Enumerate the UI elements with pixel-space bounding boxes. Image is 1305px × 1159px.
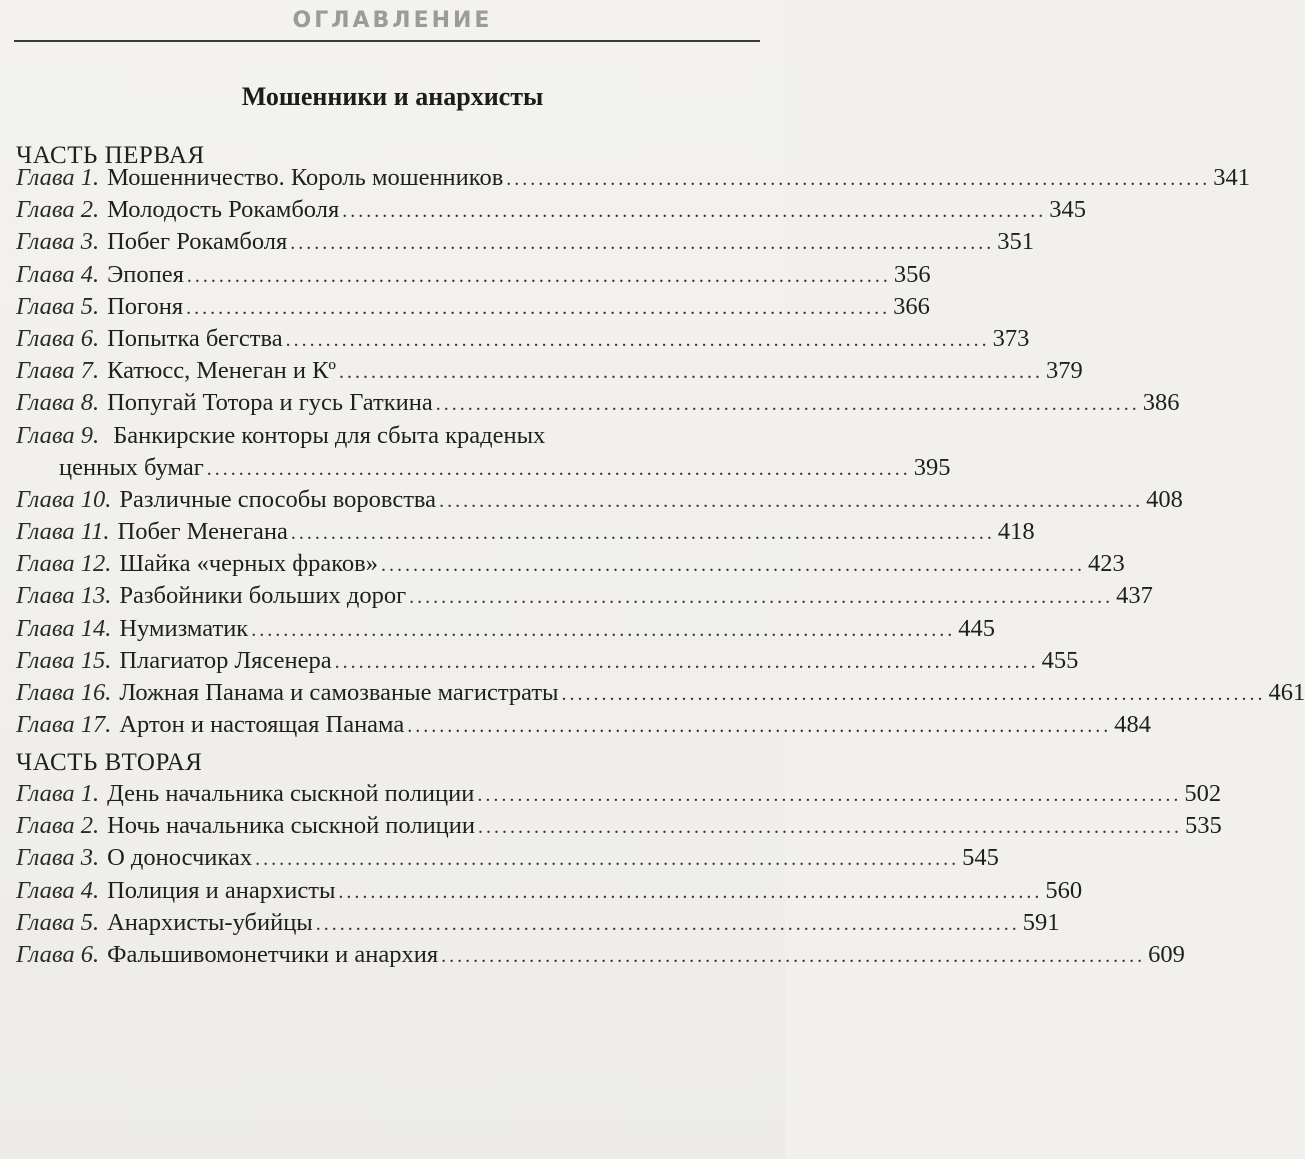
page-number: 609	[1148, 940, 1185, 968]
leader-dots: ........................................................................................	[255, 848, 960, 871]
chapter-title: Ложная Панама и самозваные магистраты	[119, 679, 559, 707]
leader-dots: ........................................................................................	[435, 393, 1140, 416]
leader-dots: ........................................................................................	[315, 912, 1020, 935]
page-number: 341	[1213, 164, 1251, 191]
chapter-label: Глава 4.	[16, 876, 100, 904]
leader-dots: ........................................................................................	[339, 361, 1044, 384]
page-number: 366	[893, 292, 930, 320]
leader-dots: ........................................................................................	[186, 296, 891, 319]
toc-entry	[16, 939, 1185, 971]
chapter-label: Глава 6.	[16, 324, 100, 352]
toc-entry	[16, 842, 999, 874]
page-number: 455	[1041, 646, 1079, 674]
page-number: 502	[1184, 780, 1222, 807]
toc-part-two	[16, 778, 1222, 971]
toc-entry	[16, 355, 1083, 387]
leader-dots: ........................................................................................	[380, 554, 1085, 577]
leader-dots: ........................................................................................	[186, 264, 891, 287]
chapter-label: Глава 1.	[16, 780, 100, 807]
page-number: 386	[1142, 389, 1180, 417]
leader-dots: ........................................................................................	[409, 586, 1114, 609]
chapter-label: Глава 2.	[16, 812, 100, 840]
chapter-label: Глава 11.	[16, 518, 110, 546]
chapter-label: Глава 1.	[16, 164, 100, 191]
book-title: Мошенники и анархисты	[241, 82, 544, 111]
toc-entry	[16, 810, 1222, 842]
chapter-label: Глава 13.	[16, 582, 112, 610]
chapter-title: Молодость Рокамболя	[107, 196, 340, 224]
toc-entry	[16, 778, 1222, 810]
page-number: 545	[962, 844, 999, 872]
chapter-title: Различные способы воровства	[119, 485, 437, 513]
chapter-title: День начальника сыскной полиции	[107, 780, 475, 807]
page-number: 560	[1045, 876, 1083, 904]
chapter-title: Ночь начальника сыскной полиции	[107, 812, 476, 840]
chapter-title: Шайка «черных фраков»	[119, 550, 378, 578]
page-number: 351	[997, 228, 1035, 256]
leader-dots: ........................................................................................	[342, 200, 1047, 223]
chapter-title: Попытка бегства	[107, 324, 283, 352]
leader-dots: ........................................................................................	[285, 328, 990, 351]
chapter-title: Погоня	[107, 292, 184, 320]
leader-dots: ........................................................................................	[338, 880, 1043, 903]
chapter-title: О доносчиках	[107, 844, 253, 872]
toc-entry	[16, 484, 1183, 516]
page-number: 423	[1087, 550, 1125, 578]
toc-entry	[16, 162, 1251, 194]
chapter-label: Глава 10.	[16, 485, 112, 513]
page-number: 591	[1022, 908, 1060, 936]
toc-entry	[16, 677, 1305, 709]
chapter-label: Глава 9.	[16, 421, 100, 449]
leader-dots: ........................................................................................	[477, 784, 1182, 806]
chapter-label: Глава 5.	[16, 292, 100, 320]
chapter-title: Попугай Тотора и гусь Гаткина	[107, 389, 433, 417]
chapter-title: Плагиатор Лясенера	[119, 646, 332, 674]
toc-entry	[16, 194, 1086, 226]
page-number: 445	[958, 614, 995, 642]
chapter-title: Разбойники больших дорог	[119, 582, 407, 610]
chapter-label: Глава 2.	[16, 196, 100, 224]
chapter-title: Катюсс, Менеган и Кº	[107, 357, 337, 385]
toc-entry	[16, 226, 1035, 258]
chapter-label: Глава 3.	[16, 844, 100, 872]
chapter-label: Глава 7.	[16, 357, 100, 385]
page-number: 535	[1185, 812, 1222, 840]
leader-dots: ........................................................................................	[334, 650, 1039, 673]
toc-part-one	[16, 162, 1305, 741]
page-number: 373	[992, 324, 1030, 352]
toc-entry	[16, 548, 1125, 580]
toc-entry	[16, 580, 1153, 612]
leader-dots: ........................................................................................	[206, 457, 911, 480]
page-number: 395	[913, 453, 951, 481]
chapter-title-continued: ценных бумаг	[59, 453, 204, 481]
chapter-title: Анархисты-убийцы	[107, 908, 313, 936]
chapter-title: Побег Менегана	[117, 518, 288, 546]
chapter-title: Артон и настоящая Панама	[119, 711, 405, 739]
toc-entry	[16, 875, 1083, 907]
leader-dots: ........................................................................................	[251, 618, 956, 641]
chapter-title: Побег Рокамболя	[107, 228, 288, 256]
page-number: 379	[1046, 357, 1083, 385]
leader-dots: ........................................................................................	[561, 683, 1266, 706]
page-number: 356	[893, 260, 931, 288]
chapter-label: Глава 3.	[16, 228, 100, 256]
header-rule	[14, 40, 760, 42]
chapter-label: Глава 15.	[16, 646, 112, 674]
toc-entry	[16, 291, 930, 323]
toc-entry	[16, 613, 995, 645]
toc-entry	[16, 709, 1152, 741]
chapter-title: Мошенничество. Король мошенников	[107, 164, 504, 191]
running-head: ОГЛАВЛЕНИЕ	[292, 8, 493, 33]
toc-entry	[16, 907, 1060, 939]
leader-dots: ........................................................................................	[478, 816, 1183, 839]
toc-entry	[16, 323, 1030, 355]
chapter-label: Глава 14.	[16, 614, 112, 642]
chapter-label: Глава 17.	[16, 711, 112, 739]
leader-dots: ........................................................................................	[290, 232, 995, 255]
chapter-label: Глава 8.	[16, 389, 100, 417]
chapter-title: Нумизматик	[119, 614, 249, 642]
leader-dots: ........................................................................................	[506, 168, 1211, 190]
chapter-label: Глава 4.	[16, 260, 100, 288]
part-two-heading: ЧАСТЬ ВТОРАЯ	[16, 749, 203, 776]
chapter-label: Глава 16.	[16, 679, 112, 707]
leader-dots: ........................................................................................	[290, 522, 995, 545]
part-one-heading: ЧАСТЬ ПЕРВАЯ	[16, 142, 205, 169]
chapter-label: Глава 6.	[16, 940, 100, 968]
page-number: 437	[1116, 582, 1153, 610]
chapter-title: Банкирские конторы для сбыта краденых	[113, 421, 546, 449]
page-number: 484	[1114, 711, 1152, 739]
toc-entry	[16, 259, 931, 291]
chapter-title: Эпопея	[107, 260, 184, 288]
page-number: 408	[1146, 485, 1183, 513]
toc-entry	[16, 645, 1079, 677]
chapter-label: Глава 5.	[16, 908, 100, 936]
page-number: 345	[1049, 196, 1086, 224]
chapter-title: Фальшивомонетчики и анархия	[107, 940, 439, 968]
toc-entry	[16, 420, 951, 484]
chapter-title: Полиция и анархисты	[107, 876, 336, 904]
page-number: 418	[997, 518, 1035, 546]
leader-dots: ........................................................................................	[441, 944, 1146, 967]
page-number: 461	[1268, 679, 1305, 707]
toc-entry	[16, 516, 1035, 548]
leader-dots: ........................................................................................	[439, 489, 1144, 512]
chapter-label: Глава 12.	[16, 550, 112, 578]
toc-entry	[16, 387, 1180, 419]
leader-dots: ........................................................................................	[407, 715, 1112, 738]
